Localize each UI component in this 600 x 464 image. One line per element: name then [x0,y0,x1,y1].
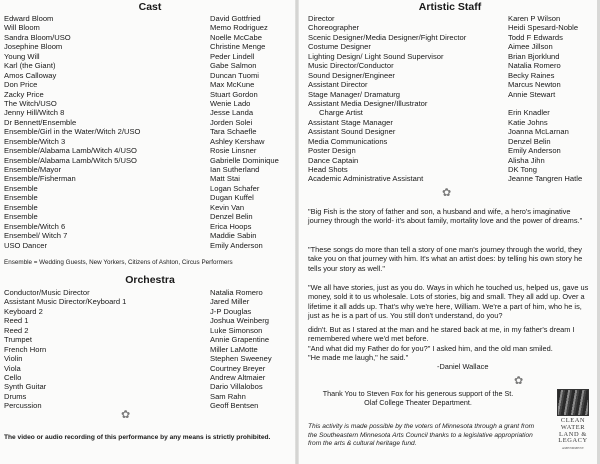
logo-line: WATER [560,423,586,431]
orchestra-role: Percussion [4,401,42,411]
cast-actor: Denzel Belin [210,212,253,222]
cast-role: Ensembel/ Witch 7 [4,231,68,241]
logo-line: CLEAN [560,417,586,425]
orchestra-roles-list [4,288,126,411]
staff-name: Becky Raines [508,70,555,80]
cast-role: Josephine Bloom [4,42,63,52]
orchestra-role: Cello [4,372,22,382]
staff-name: Todd F Edwards [508,32,563,42]
staff-name: Karen P Wilson [508,14,561,23]
cast-actor: David Gottfried [210,14,261,23]
staff-role: Sound Designer/Engineer [308,70,395,80]
grant-acknowledgment: This activity is made possible by the voters of Minnesota through a grant from the Southeastern Minnesota Arts Council thanks to a legislative appropriation from the arts & cultural heritage fund. [308,423,535,447]
staff-role: Stage Manager/ Dramaturg [308,89,401,99]
staff-name: DK Tong [508,165,537,174]
cast-actor: Gabe Salmon [210,61,257,71]
staff-role: Assistant Sound Designer [308,127,396,137]
cast-heading: Cast [138,1,162,13]
quote-2: "These songs do more than tell a story of one man's journey through the world, they take you on that journey with him. It's what an artist does: by telling his own story he tells your story as well." [308,245,583,273]
ensemble-note: Ensemble = Wedding Guests, New Yorkers, Citizens of Ashton, Circus Performers [4,259,233,266]
cast-actor: Duncan Tuomi [210,70,259,80]
staff-role: Poster Design [308,146,356,156]
cast-roles-list [4,14,140,250]
cast-role: Sandra Bloom/USO [4,32,71,42]
orchestra-player: Courtney Breyer [210,363,266,373]
cast-actor: Erica Hoops [210,221,252,231]
cast-actor: Jesse Landa [210,108,254,118]
staff-name: Natalia Romero [508,61,561,71]
cast-role: Ensemble/Witch 6 [4,221,66,231]
page-fold [295,0,299,464]
staff-role: Assistant Stage Manager [308,117,393,127]
cast-actor: Ashley Kershaw [210,136,265,146]
cast-actors-list [210,14,279,250]
cast-role: Zacky Price [4,89,44,99]
orchestra-heading: Orchestra [125,274,175,286]
staff-role: Director [308,14,335,23]
staff-name: Annie Stewart [508,89,556,99]
staff-name: Katie Johns [508,117,548,127]
staff-name: Jeanne Tangren Hatle [508,174,583,184]
orchestra-role: Synth Guitar [4,382,47,392]
quote-1: "Big Fish is the story of father and son, a husband and wife, a hero's imaginative journey through the world- it's about family, mortality love and the power of dreams." [308,207,583,226]
flower-ornament-icon: ✿ [514,375,524,387]
staff-name: Emily Anderson [508,146,561,156]
cast-role: Ensemble/Alabama Lamb/Witch 5/USO [4,155,137,165]
quote-3: "We all have stories, just as you do. Ways in which he touched us, helped us, gave us money, sold it to us wholesale. Lots of stories, big and small. They all add up. Over a lifetime it all adds up. That's why we're here, William. We're a part of him, who he is, just as he is a part of us. You still don't understand, do you? [308,283,589,320]
cast-role: Will Bloom [4,23,40,33]
staff-name: Marcus Newton [508,80,561,90]
logo-image-icon [557,389,589,416]
cast-role: Ensemble/Girl in the Water/Witch 2/USO [4,127,141,137]
staff-role: Head Shots [308,165,348,174]
cast-role: Amos Calloway [4,70,57,80]
logo-line: LEGACY [558,437,588,445]
orchestra-player: Natalia Romero [210,288,263,297]
staff-heading: Artistic Staff [418,1,482,13]
cast-role: Ensemble [4,212,38,222]
orchestra-role: Conductor/Music Director [4,288,90,297]
staff-role: Music Director/Conductor [308,61,394,71]
cast-role: Ensemble/Mayor [4,165,61,174]
flower-ornament-icon: ✿ [442,187,452,199]
orchestra-role: Trumpet [4,335,32,345]
cast-role: Ensemble/Fisherman [4,174,76,184]
staff-role: Choreographer [308,23,360,33]
orchestra-role: Assistant Music Director/Keyboard 1 [4,297,127,307]
staff-names-list [508,14,582,184]
cast-actor: Maddie Sabin [210,231,257,241]
cast-actor: Dugan Kuffel [210,193,254,203]
cast-actor: Peder Lindell [210,51,255,61]
staff-role: Scenic Designer/Media Designer/Fight Director [308,32,467,42]
staff-role: Charge Artist [319,108,363,118]
orchestra-player: Andrew Altmaier [210,372,266,382]
cast-actor: Noelle McCabe [210,32,262,42]
staff-name: Heidi Spesard-Noble [508,23,579,33]
staff-role: Assistant Director [308,80,368,90]
orchestra-player: Stephen Sweeney [210,354,272,364]
orchestra-player: Luke Simonson [210,325,263,335]
staff-role: Dance Captain [308,155,359,165]
staff-role: Costume Designer [308,42,371,52]
cast-role: Karl (the Giant) [4,61,56,71]
clean-water-legacy-logo [556,389,590,452]
quote-signature: -Daniel Wallace [437,362,489,371]
cast-actor: Christine Menge [210,42,266,52]
cast-role: Ensemble/Witch 3 [4,136,66,146]
cast-role: Ensemble [4,193,38,203]
staff-roles-list [308,14,466,184]
cast-role: Jenny Hill/Witch 8 [4,108,65,118]
orchestra-player: Geoff Bentsen [210,401,259,411]
staff-role: Media Communications [308,136,388,146]
cast-role: Young Will [4,51,40,61]
logo-line: LAND & [559,430,587,438]
cast-role: Ensemble [4,202,38,212]
logo-text [558,418,588,452]
staff-name: Joanna McLarnan [508,127,569,137]
cast-actor: Stuart Gordon [210,89,258,99]
orchestra-player: Dario Villalobos [210,382,263,392]
staff-name: Aimee Jillson [508,42,553,52]
cast-role: Dr Bennett/Ensemble [4,117,77,127]
staff-name: Denzel Belin [508,136,551,146]
orchestra-role: Viola [4,363,21,373]
cast-actor: Kevin Van [210,202,245,212]
cast-actor: Memo Rodriguez [210,23,268,33]
cast-actor: Tara Schaefle [210,127,257,137]
orchestra-role: Violin [4,354,23,364]
cast-actor: Matt Stai [210,174,240,184]
cast-role: USO Dancer [4,240,48,250]
cast-actor: Wenie Lado [210,98,251,108]
orchestra-role: Reed 1 [4,316,29,326]
orchestra-player: Joshua Weinberg [210,316,269,326]
cast-actor: Gabrielle Dominique [210,155,279,165]
staff-role: Assistant Media Designer/Illustrator [308,98,428,108]
cast-actor: Rosie Linsner [210,146,257,156]
cast-role: Ensemble [4,183,38,193]
orchestra-role: Keyboard 2 [4,306,43,316]
orchestra-player: J-P Douglas [210,306,252,316]
cast-role: Don Price [4,80,38,90]
orchestra-player: Jared Miller [210,297,250,307]
orchestra-players-list [210,288,272,411]
cast-role: The Witch/USO [4,98,57,108]
cast-actor: Max McKune [210,80,255,90]
staff-role: Academic Administrative Assistant [308,174,424,184]
cast-role: Ensemble/Alabama Lamb/Witch 4/USO [4,146,137,156]
staff-name: Brian Bjorklund [508,51,560,61]
recording-warning: The video or audio recording of this performance by any means is strictly prohibited. [4,434,271,441]
orchestra-player: Annie Grapentine [210,335,270,345]
orchestra-role: Drums [4,391,27,401]
staff-name [508,99,582,108]
cast-role: Edward Bloom [4,14,54,23]
orchestra-player: Miller LaMotte [210,344,258,354]
logo-subline: AMENDMENT [561,446,585,451]
cast-actor: Logan Schafer [210,183,260,193]
staff-name: Erin Knadler [508,108,550,118]
cast-actor: Ian Sutherland [210,165,260,174]
thanks-note: Thank You to Steven Fox for his generous support of the St. Olaf College Theater Department. [322,389,514,408]
quote-4: didn't. But as I stared at the man and he stared back at me, in my father's dream I remembered where we'd met before. "And what did my Father do for you?" I asked him, and the old man smiled. "He made me laugh," he said." [308,325,575,362]
orchestra-player: Sam Rahn [210,391,246,401]
staff-role: Lighting Design/ Light Sound Supervisor [308,51,444,61]
cast-actor: Emily Anderson [210,240,263,250]
orchestra-role: French Horn [4,344,47,354]
orchestra-role: Reed 2 [4,325,29,335]
staff-name: Alisha Jihn [508,155,545,165]
flower-ornament-icon: ✿ [121,409,131,421]
cast-actor: Jorden Solei [210,117,253,127]
